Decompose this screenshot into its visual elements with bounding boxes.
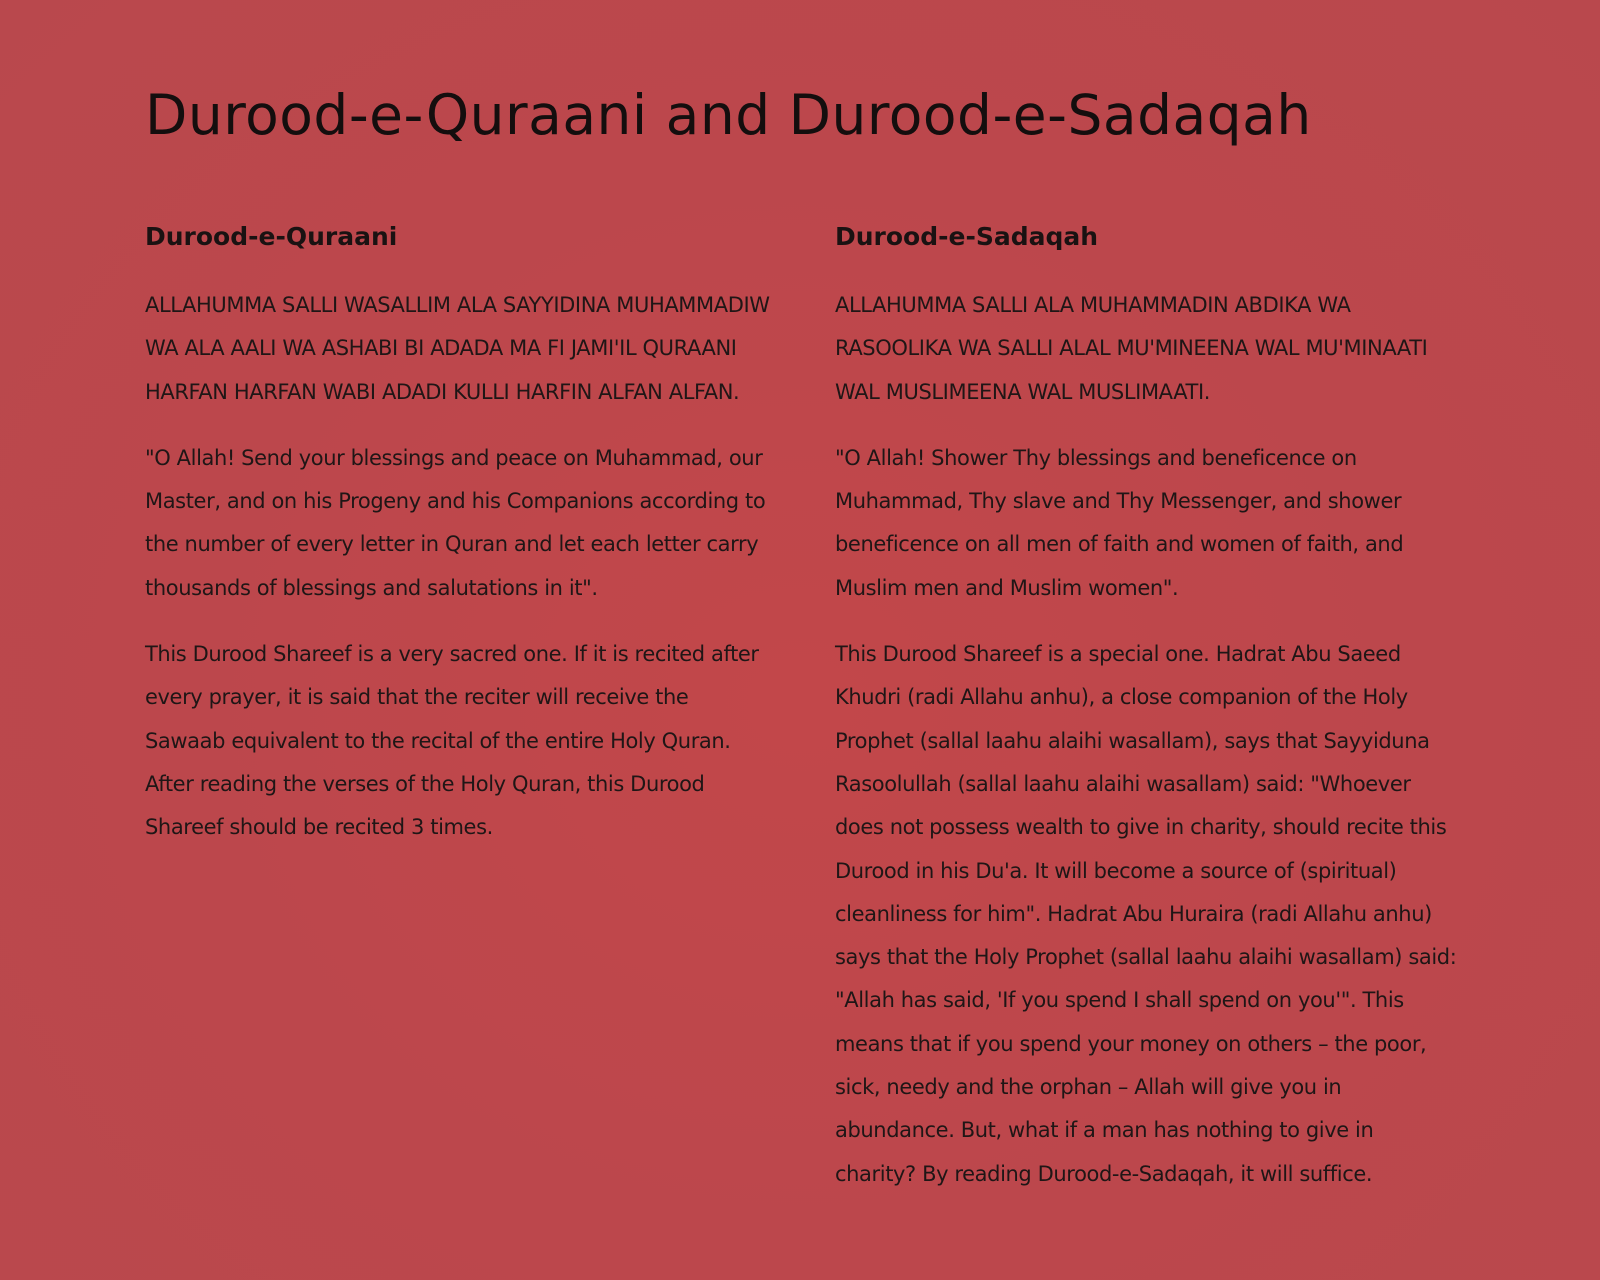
arabic-transliteration-quraani: ALLAHUMMA SALLI WASALLIM ALA SAYYIDINA MUHAMMADIW WA ALA AALI WA ASHABI BI ADADA MA FI JAMI'IL QURAANI HARFAN HARFAN WABI ADADI KULLI HARFIN ALFAN ALFAN. <box>145 293 770 404</box>
arabic-transliteration-sadaqah: ALLAHUMMA SALLI ALA MUHAMMADIN ABDIKA WA RASOOLIKA WA SALLI ALAL MU'MINEENA WAL MU'MINAATI WAL MUSLIMEENA WAL MUSLIMAATI. <box>835 293 1428 404</box>
section-durood-e-sadaqah <box>835 218 1460 1219</box>
section-heading-quraani: Durood-e-Quraani <box>145 222 398 251</box>
description-quraani: This Durood Shareef is a very sacred one. If it is recited after every prayer, it is said that the reciter will receive the Sawaab equivalent to the recital of the entire Holy Quran. After reading the verses of the Holy Quran, this Durood Shareef should be recited 3 times. <box>145 642 759 840</box>
section-heading-sadaqah: Durood-e-Sadaqah <box>835 222 1099 251</box>
description-sadaqah: This Durood Shareef is a special one. Hadrat Abu Saeed Khudri (radi Allahu anhu), a close companion of the Holy Prophet (sallal laahu alaihi wasallam), says that Sayyiduna Rasoolullah (sallal laahu alaihi wasallam) said: "Whoever does not possess wealth to give in charity, should recite this Durood in his Du'a. It will become a source of (spiritual) cleanliness for him". Hadrat Abu Huraira (radi Allahu anhu) says that the Holy Prophet (sallal laahu alaihi wasallam) said: "Allah has said, 'If you spend I shall spend on you'". This means that if you spend your money on others – the poor, sick, needy and the orphan – Allah will give you in abundance. But, what if a man has nothing to give in charity? By reading Durood-e-Sadaqah, it will suffice. <box>835 642 1457 1186</box>
page-title: Durood-e-Quraani and Durood-e-Sadaqah <box>145 83 1312 147</box>
section-durood-e-quraani <box>145 218 770 873</box>
translation-quraani: "O Allah! Send your blessings and peace on Muhammad, our Master, and on his Progeny and his Companions according to the number of every letter in Quran and let each letter carry thousands of blessings and salutations in it". <box>145 445 766 600</box>
translation-sadaqah: "O Allah! Shower Thy blessings and beneficence on Muhammad, Thy slave and Thy Messenger, and shower beneficence on all men of faith and women of faith, and Muslim men and Muslim women". <box>835 445 1404 600</box>
